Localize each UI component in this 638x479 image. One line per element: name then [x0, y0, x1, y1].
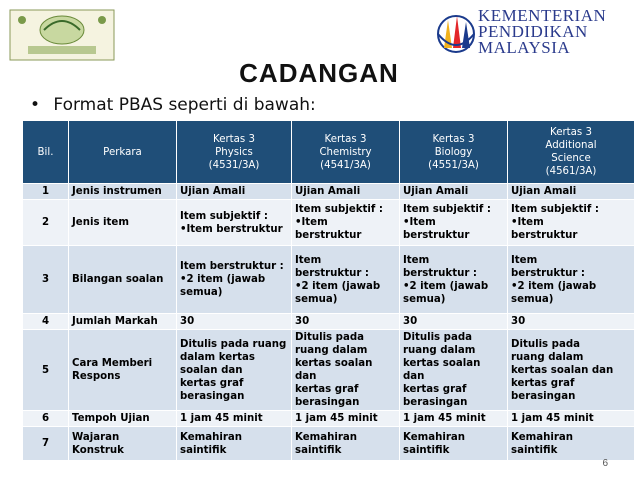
header-physics: Kertas 3 Physics (4531/3A)	[177, 121, 292, 184]
kpm-logo-text	[478, 8, 606, 56]
cell-bil: 4	[23, 314, 69, 330]
cell-chemistry: Item subjektif : •Item berstruktur	[292, 200, 400, 246]
cell-physics: Kemahiran saintifik	[177, 427, 292, 461]
cell-physics: 30	[177, 314, 292, 330]
cell-chemistry: Ujian Amali	[292, 184, 400, 200]
table-row	[23, 246, 635, 314]
table-row	[23, 184, 635, 200]
table-row	[23, 411, 635, 427]
cell-chemistry: Ditulis pada ruang dalam kertas soalan dan kertas graf berasingan	[292, 330, 400, 411]
table-row	[23, 330, 635, 411]
cell-perkara: Wajaran Konstruk	[69, 427, 177, 461]
table-row	[23, 427, 635, 461]
cell-bil: 1	[23, 184, 69, 200]
format-table	[22, 120, 634, 461]
table-row	[23, 200, 635, 246]
cell-chemistry: Kemahiran saintifik	[292, 427, 400, 461]
cell-bil: 2	[23, 200, 69, 246]
cell-chemistry: 1 jam 45 minit	[292, 411, 400, 427]
cell-biology: 1 jam 45 minit	[400, 411, 508, 427]
cell-perkara: Cara Memberi Respons	[69, 330, 177, 411]
slide-title: CADANGAN	[239, 58, 399, 88]
cell-perkara: Jumlah Markah	[69, 314, 177, 330]
cell-perkara: Jenis item	[69, 200, 177, 246]
cell-biology: Kemahiran saintifik	[400, 427, 508, 461]
header-perkara: Perkara	[69, 121, 177, 184]
pbas-table	[22, 120, 635, 461]
cell-additional-science: Kemahiran saintifik	[508, 427, 635, 461]
cell-additional-science: 30	[508, 314, 635, 330]
cell-perkara: Tempoh Ujian	[69, 411, 177, 427]
cell-bil: 7	[23, 427, 69, 461]
cell-additional-science: Item berstruktur : •2 item (jawab semua)	[508, 246, 635, 314]
cell-physics: Item subjektif : •Item berstruktur	[177, 200, 292, 246]
cell-chemistry: Item berstruktur : •2 item (jawab semua)	[292, 246, 400, 314]
bullet-icon: •	[30, 95, 41, 115]
cell-biology: Item subjektif : •Item berstruktur	[400, 200, 508, 246]
cell-additional-science: Ujian Amali	[508, 184, 635, 200]
cell-physics: Ditulis pada ruang dalam kertas soalan dan kertas graf berasingan	[177, 330, 292, 411]
kpm-line-1: KEMENTERIAN	[478, 6, 607, 25]
cell-bil: 5	[23, 330, 69, 411]
cell-biology: Item berstruktur : •2 item (jawab semua)	[400, 246, 508, 314]
header-bil: Bil.	[23, 121, 69, 184]
table-row	[23, 314, 635, 330]
cell-perkara: Jenis instrumen	[69, 184, 177, 200]
page-number: 6	[602, 458, 608, 469]
bullet-text: Format PBAS seperti di bawah:	[53, 95, 316, 115]
cell-bil: 6	[23, 411, 69, 427]
cell-additional-science: Ditulis pada ruang dalam kertas soalan dan kertas graf berasingan	[508, 330, 635, 411]
cell-physics: Ujian Amali	[177, 184, 292, 200]
header-biology: Kertas 3 Biology (4551/3A)	[400, 121, 508, 184]
cell-additional-science: 1 jam 45 minit	[508, 411, 635, 427]
cell-chemistry: 30	[292, 314, 400, 330]
cell-perkara: Bilangan soalan	[69, 246, 177, 314]
cell-additional-science: Item subjektif : •Item berstruktur	[508, 200, 635, 246]
header-additional-science: Kertas 3 Additional Science (4561/3A)	[508, 121, 635, 184]
cell-biology: 30	[400, 314, 508, 330]
school-crest-logo-icon	[8, 6, 116, 64]
bullet-item	[30, 95, 316, 115]
table-header-row	[23, 121, 635, 184]
cell-biology: Ditulis pada ruang dalam kertas soalan dan kertas graf berasingan	[400, 330, 508, 411]
kpm-line-3: MALAYSIA	[478, 38, 571, 57]
header-chemistry: Kertas 3 Chemistry (4541/3A)	[292, 121, 400, 184]
kpm-line-2: PENDIDIKAN	[478, 22, 588, 41]
cell-bil: 3	[23, 246, 69, 314]
cell-physics: Item berstruktur : •2 item (jawab semua)	[177, 246, 292, 314]
cell-biology: Ujian Amali	[400, 184, 508, 200]
cell-physics: 1 jam 45 minit	[177, 411, 292, 427]
